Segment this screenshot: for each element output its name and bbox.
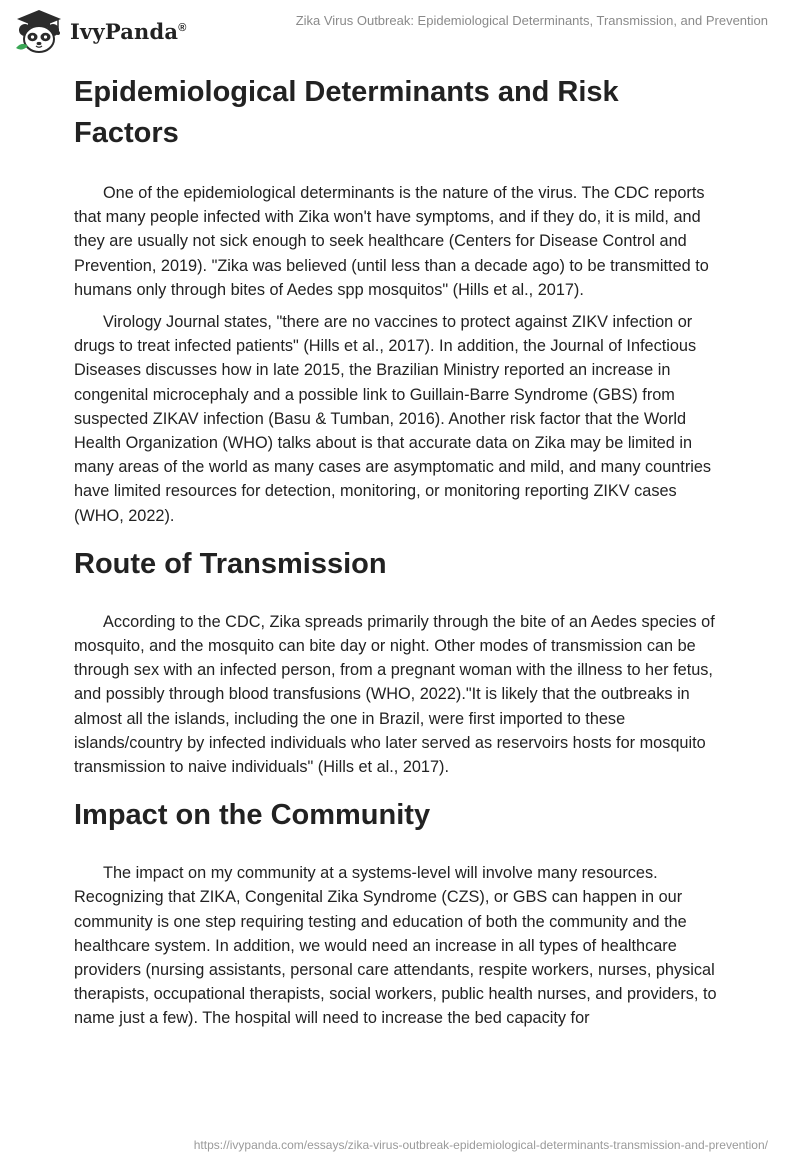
registered-mark: ®: [178, 21, 187, 34]
panda-graduate-icon: [14, 8, 64, 54]
section-heading: Epidemiological Determinants and Risk Factors: [74, 76, 619, 149]
section-heading: Impact on the Community: [74, 799, 431, 832]
page-header: [0, 0, 800, 60]
paragraph: Virology Journal states, "there are no vaccines to protect against ZIKV infection or drugs to treat infected patients" (Hills et al., 2017). In addition, the Journal of Infectious Diseases discusses how in late 2015, the Brazilian Ministry reported an increase in congenital microcephaly and a possible link to Guillain-Barre Syndrome (GBS) from suspected ZIKAV infection (Basu & Tumban, 2016). Another risk factor that the World Health Organization (WHO) talks about is that accurate data on Zika may be limited in many areas of the world as many cases are asymptomatic and mild, and many countries have limited resources for detection, monitoring, or monitoring reporting ZIKV cases (WHO, 2022).: [74, 313, 712, 525]
paragraph: The impact on my community at a systems-level will involve many resources. Recognizing that ZIKA, Congenital Zika Syndrome (CZS), or GBS can happen in our community is one step requiring testing and education of both the community and the healthcare system. In addition, we would need an increase in all types of healthcare providers (nursing assistants, personal care attendants, respite workers, nurses, physical therapists, occupational therapists, social workers, public health nurses, and providers, to name just a few). The hospital will need to increase the bed capacity for: [74, 864, 717, 1028]
paragraph: One of the epidemiological determinants is the nature of the virus. The CDC reports that many people infected with Zika won't have symptoms, and if they do, it is mild, and they are usually not sick enough to seek healthcare (Centers for Disease Control and Prevention, 2019). "Zika was believed (until less than a decade ago) to be transmitted to humans only through bites of Aedes spp mosquitos" (Hills et al., 2017).: [74, 184, 709, 299]
ivypanda-logo[interactable]: [14, 8, 187, 54]
section-heading: Route of Transmission: [74, 547, 387, 580]
logo-wordmark: IvyPanda®: [70, 18, 187, 44]
source-url-link[interactable]: https://ivypanda.com/essays/zika-virus-outbreak-epidemiological-determinants-transmission-and-prevention/: [193, 1138, 768, 1152]
document-title: Zika Virus Outbreak: Epidemiological Determinants, Transmission, and Prevention: [295, 13, 768, 28]
paragraph: According to the CDC, Zika spreads primarily through the bite of an Aedes species of mosquito, and the mosquito can bite day or night. Other modes of transmission can be through sex with an infected person, from a pregnant woman with the illness to her fetus, and possibly through blood transfusions (WHO, 2022)."It is likely that the outbreaks in almost all the islands, including the one in Brazil, were first imported to these islands/country by infected individuals who later served as reservoirs hosts for mosquito transmission to naive individuals" (Hills et al., 2017).: [74, 612, 715, 777]
essay-content: [74, 70, 726, 1039]
